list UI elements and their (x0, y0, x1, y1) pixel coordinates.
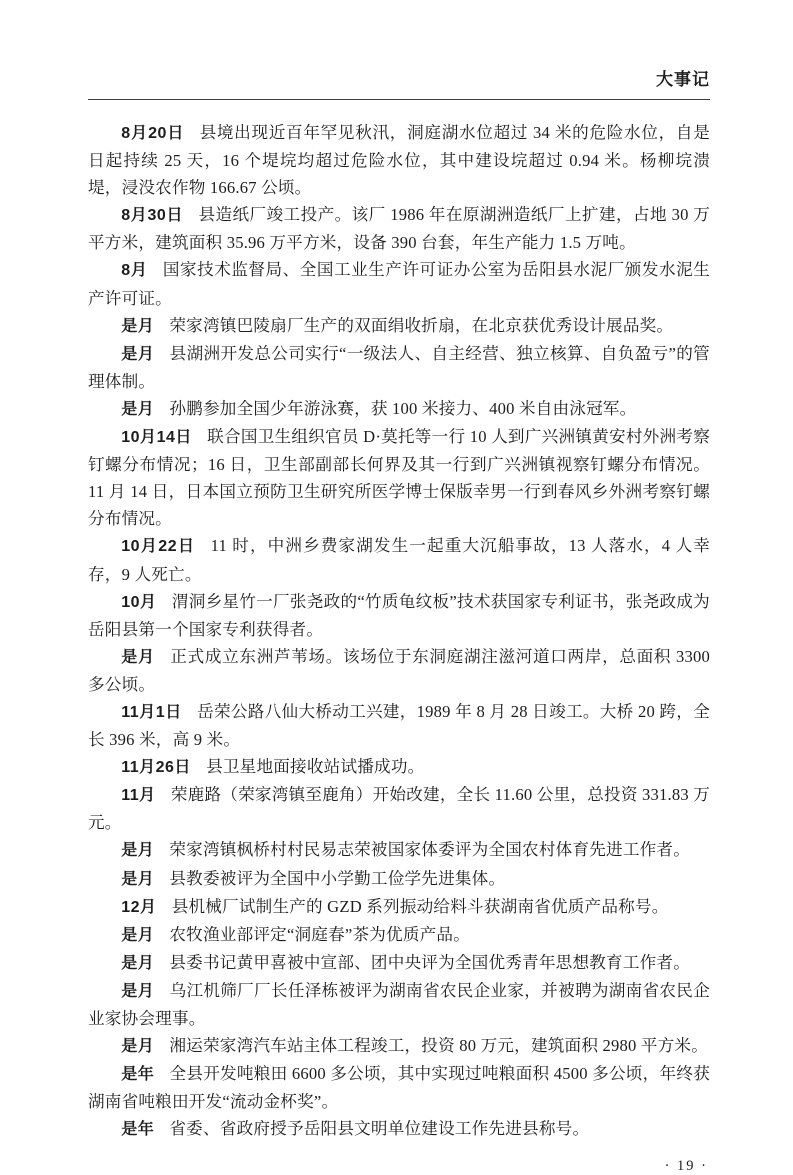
entry-date-label: 是月 (121, 400, 155, 418)
chronicle-entry (88, 781, 710, 836)
entry-date-label: 是月 (121, 954, 155, 972)
entry-date-label: 是年 (121, 1066, 155, 1084)
entry-text: 农牧渔业部评定“洞庭春”茶为优质产品。 (169, 924, 471, 944)
entry-text: 湘运荣家湾汽车站主体工程竣工，投资 80 万元，建筑面积 2980 平方米。 (169, 1036, 708, 1056)
entry-text: 全县开发吨粮田 6600 多公顷，其中实现过吨粮面积 4500 多公顷，年终获湖南省吨粮田开发“流动金杯奖”。 (88, 1064, 710, 1112)
entry-text: 岳荣公路八仙大桥动工兴建，1989 年 8 月 28 日竣工。大桥 20 跨，全长 396 米，高 9 米。 (88, 701, 710, 750)
chronicle-entries (88, 119, 710, 1143)
entry-date-label: 10月 (121, 593, 157, 611)
entry-text: 省委、省政府授予岳阳县文明单位建设工作先进县称号。 (169, 1119, 590, 1139)
entry-text: 联合国卫生组织官员 D·莫托等一行 10 人到广兴洲镇黄安村外洲考察钉螺分布情况；16 日，卫生部副部长何界及其一行到广兴洲镇视察钉螺分布情况。11 月 14 日，日本国立预防卫生研究所医学博士保版幸男一行到春风乡外洲考察钉螺分布情况。 (88, 427, 710, 529)
chronicle-entry (88, 1115, 710, 1143)
entry-date-label: 是月 (121, 345, 155, 363)
chronicle-entry (88, 119, 710, 201)
chronicle-entry (88, 893, 710, 921)
page-number: · 19 · (664, 1158, 708, 1175)
entry-date-label: 是月 (121, 870, 155, 888)
entry-text: 县卫星地面接收站试播成功。 (206, 757, 425, 777)
chronicle-entry (88, 532, 710, 587)
entry-text: 国家技术监督局、全国工业生产许可证办公室为岳阳县水泥厂颁发水泥生产许可证。 (88, 260, 710, 308)
chronicle-entry (88, 312, 710, 340)
entry-date-label: 11月26日 (121, 759, 191, 777)
chronicle-entry (88, 1032, 710, 1060)
entry-date-label: 8月20日 (121, 125, 185, 142)
chronicle-entry (88, 201, 710, 256)
entry-date-label: 10月14日 (121, 429, 192, 447)
chronicle-entry (88, 256, 710, 311)
entry-text: 县湖洲开发总公司实行“一级法人、自主经营、独立核算、自负盈亏”的管理体制。 (88, 343, 710, 391)
entry-date-label: 10月22日 (121, 538, 196, 556)
entry-date-label: 是月 (121, 982, 155, 1000)
entry-text: 渭洞乡星竹一厂张尧政的“竹质龟纹板”技术获国家专利证书，张尧政成为岳阳县第一个国家专利获得者。 (88, 591, 710, 639)
chronicle-entry (88, 423, 710, 532)
page-header (88, 70, 710, 90)
entry-date-label: 是月 (121, 842, 155, 860)
chronicle-entry (88, 340, 710, 395)
entry-text: 县教委被评为全国中小学勤工俭学先进集体。 (169, 868, 506, 888)
chronicle-entry (88, 395, 710, 423)
entry-text: 县委书记黄甲喜被中宣部、团中央评为全国优秀青年思想教育工作者。 (169, 952, 690, 972)
chronicle-entry (88, 588, 710, 643)
entry-date-label: 12月 (121, 898, 157, 916)
entry-date-label: 是月 (121, 926, 155, 944)
chronicle-entry (88, 865, 710, 893)
chronicle-entry (88, 753, 710, 781)
entry-date-label: 11月 (121, 787, 156, 805)
chronicle-entry (88, 1060, 710, 1115)
entry-text: 县机械厂试制生产的 GZD 系列振动给料斗获湖南省优质产品称号。 (171, 896, 669, 916)
entry-date-label: 是月 (121, 317, 155, 335)
chronicle-entry (88, 698, 710, 753)
page-header-title: 大事记 (656, 70, 710, 89)
entry-date-label: 11月1日 (121, 703, 182, 721)
entry-text: 乌江机筛厂厂长任泽栋被评为湖南省农民企业家，并被聘为湖南省农民企业家协会理事。 (88, 980, 710, 1028)
entry-text: 荣家湾镇枫桥村村民易志荣被国家体委评为全国农村体育先进工作者。 (169, 840, 690, 860)
entry-text: 荣鹿路（荣家湾镇至鹿角）开始改建，全长 11.60 公里，总投资 331.83 万元。 (88, 785, 710, 833)
chronicle-entry (88, 977, 710, 1032)
entry-text: 正式成立东洲芦苇场。该场位于东洞庭湖注滋河道口两岸，总面积 3300 多公顷。 (88, 646, 710, 694)
entry-text: 县境出现近百年罕见秋汛，洞庭湖水位超过 34 米的危险水位，自是日起持续 25 天，16 个堤垸均超过危险水位，其中建设垸超过 0.94 米。杨柳垸溃堤，浸没农作物 166.67 公顷。 (88, 123, 710, 198)
entry-date-label: 是年 (121, 1121, 155, 1139)
chronicle-entry (88, 643, 710, 698)
entry-text: 荣家湾镇巴陵扇厂生产的双面绢收折扇，在北京获优秀设计展品奖。 (169, 315, 674, 335)
entry-text: 11 时，中洲乡费家湖发生一起重大沉船事故，13 人落水，4 人幸存，9 人死亡。 (88, 536, 710, 584)
entry-date-label: 是月 (121, 1038, 155, 1056)
entry-date-label: 8月 (121, 262, 148, 280)
header-rule (88, 99, 710, 100)
chronicle-entry (88, 921, 710, 949)
entry-text: 孙鹏参加全国少年游泳赛，获 100 米接力、400 米自由泳冠军。 (169, 398, 637, 418)
entry-text: 县造纸厂竣工投产。该厂 1986 年在原湖洲造纸厂上扩建，占地 30 万平方米，建筑面积 35.96 万平方米，设备 390 台套，年生产能力 1.5 万吨。 (88, 205, 710, 253)
entry-date-label: 8月30日 (121, 207, 184, 225)
chronicle-entry (88, 836, 710, 864)
chronicle-entry (88, 949, 710, 977)
entry-date-label: 是月 (121, 648, 156, 666)
